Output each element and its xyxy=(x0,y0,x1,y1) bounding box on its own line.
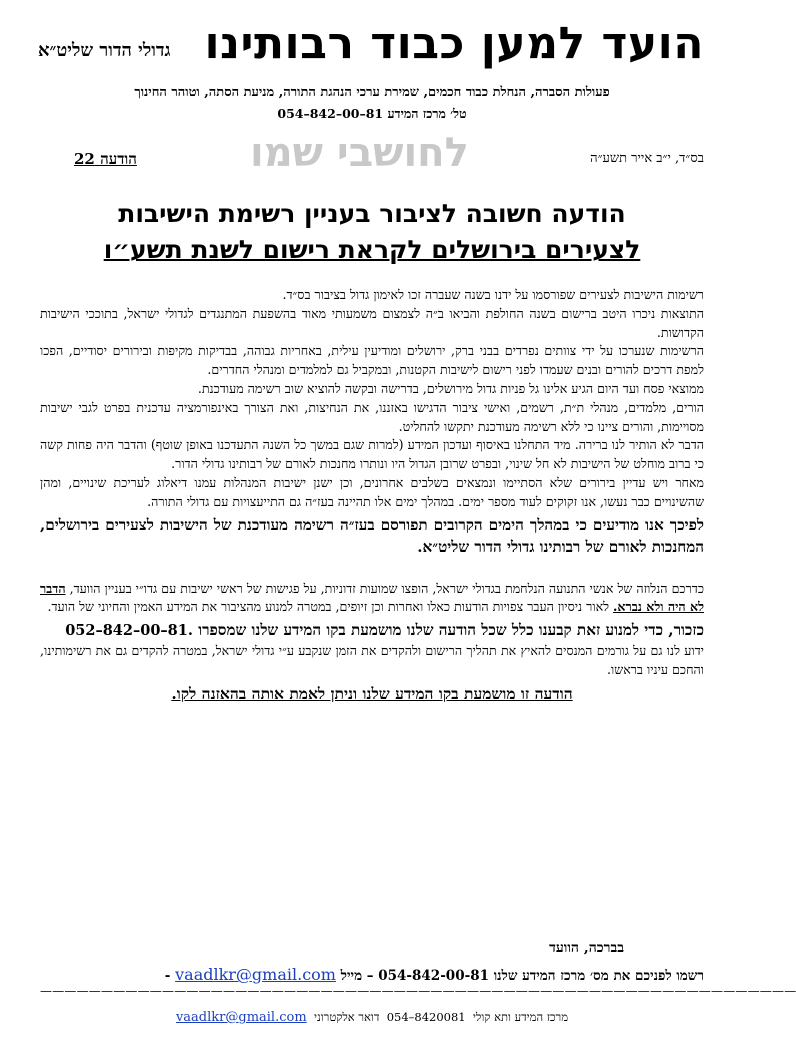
paragraph-rumors xyxy=(40,580,704,618)
organization-subtitle-side: גדולי הדור שליט״א xyxy=(38,40,171,61)
main-heading xyxy=(40,196,704,268)
paragraph-1: רשימות הישיבות לצעירים שפורסמו על ידנו בשנה שעברה זכו לאימון גדול בציבור בס״ד. xyxy=(282,287,704,302)
hotline-paragraph xyxy=(40,619,704,642)
watermark-motto: לחושבי שמו xyxy=(250,130,469,176)
hotline-text: כזכור, כדי למנוע זאת קבענו כלל שכל הודעה שלנו מושמעת בקו המידע שלנו שמספרו xyxy=(198,621,704,640)
main-heading-line-1: הודעה חשובה לציבור בעניין רשימת הישיבות xyxy=(118,199,626,228)
paragraph-6: הדבר לא הותיר לנו ברירה. מיד התחלנו באיסוף ועדכון המידע (למרות שגם במשך כל השנה התעדכנו באופן שוטף) והדבר היה פחות קשה כי ברוב מוחלט של הישיבות לא חל שינוי, ובפרט שרובן הגדול היו ונותרו מחנכות לאורם של רבותינו גדולי הדור. xyxy=(40,437,704,472)
signoff: בברכה, הוועד xyxy=(549,940,624,956)
notice-number: הודעה 22 xyxy=(74,150,137,168)
register-text: רשמו לפניכם את מס׳ מרכז המידע שלנו xyxy=(493,968,704,984)
paragraph-2: התוצאות ניכרו היטב ברישום בשנה החולפת והביאו ב״ה לצמצום משמעותי מאוד בהשפעת המתנגדים לגדולי ישראל, בתוככי הישיבות הקדושות. xyxy=(40,305,704,340)
phone-label: טל׳ מרכז המידע xyxy=(387,106,467,121)
dashed-divider: —————————————————————————————————————————————————————————————— xyxy=(40,984,796,998)
final-statement: הודעה זו מושמעת בקו המידע שלנו וניתן לאמת אותה בהאזנה לקו. xyxy=(171,683,573,703)
notice-body xyxy=(40,286,704,706)
main-heading-line-2: לצעירים בירושלים לקראת רישום לשנת תשע״ו xyxy=(103,235,641,264)
paragraph-4: ממוצאי פסח ועד היום הגיע אלינו גל פניות גדול מירושלים, בדרישה ובקשה להוציא שוב רשימה מעודכנת. xyxy=(197,380,704,396)
bottom-email-link[interactable]: vaadlkr@gmail.com xyxy=(175,1010,307,1025)
organization-activities: פעולות הסברה, הנחלת כבוד חכמים, שמירת ערכי הנהגת התורה, מניעת הסתה, וטוהר החינוך xyxy=(134,85,610,100)
contact-line xyxy=(38,105,706,123)
paragraph-5: הורים, מלמדים, מנהלי ת״ת, רשמים, ואישי ציבור הדגישו באזננו, את הנחיצות, ואת הצורך באינפורמציה עדכנית בפרט לגבי ישיבות מסויימות, והורים ציינו כי ללא רשימה מעודכנת יתקשו להחליט. xyxy=(40,399,704,434)
bottom-phone: 054–8420081 xyxy=(386,1010,466,1024)
date-line: בס״ד, י״ב אייר תשע״ה xyxy=(590,151,704,166)
paragraph-3: הרשימות שנערכו על ידי צוותים נפרדים בבני ברק, ירושלים ומודיעין עילית, באחריות גבוהה, בבדיקות מקיפות ובירורים יסודיים, הפכו למפת דרכים להורים ובנים שעמדו לפני רישום לישיבות הקטנות, ובמקביל גם למלמדים ומנהלי החדרים. xyxy=(40,343,704,378)
paragraph-registration: ידוע לנו גם על גורמים המנסים להאיץ את תהליך הרישום ולהקדים את הזמן שנקבע ע״י גדולי ישראל, במטרה להקדים גם את רשימותינו, והחכם עיניו בראשו. xyxy=(40,643,704,677)
rumors-denial: הדבר לא היה ולא נברא. xyxy=(40,580,704,615)
bottom-mail-label: דואר אלקטרוני xyxy=(313,1010,380,1024)
phone-number: 054–842–00–81 xyxy=(277,106,384,121)
register-phone: 054-842-00-81 xyxy=(378,968,489,984)
rumors-text: כדרכם הנלוזה של אנשי התנועה הנלחמת בגדולי ישראל, הופצו שמועות זדוניות, על פגישות של ראשי ישיבות עם גדו״י בעניין הוועד, xyxy=(69,580,704,596)
hotline-number: 052–842–00–81. xyxy=(65,622,193,640)
email-link[interactable]: vaadlkr@gmail.com xyxy=(175,965,336,984)
announcement-paragraph: לפיכך אנו מודיעים כי במהלך הימים הקרובים תפורסם בעז״ה רשימה מעודכנת של הישיבות לצעירים בירושלים, המחנכות לאורם של רבותינו גדולי הדור שליט״א. xyxy=(40,515,704,556)
bottom-info-line xyxy=(40,1010,704,1025)
trailing-dash: - xyxy=(164,968,171,984)
organization-title: הועד למען כבוד רבותינו xyxy=(204,18,704,69)
mail-label: – מייל xyxy=(340,968,374,984)
paragraph-7: מאחר ויש עדיין בירורים שלא הסתיימו ונמצאים בשלבים אחרונים, וכן ישנן ישיבות המנהלות עמנו דיאלוג לעריכת שינויים, ומהן שהשינויים כבר נעשו, אנו זקוקים לעוד מספר ימים. במהלך ימים אלו תהיינה בעז״ה גם התייעצויות עם גדולי התורה. xyxy=(40,474,704,509)
rumors-warning: לאור ניסיון העבר צפויות הודעות כאלו ואחרות וכן זיופים, במטרה למנוע מהציבור את המידע האמין והחיוני של הועד. xyxy=(47,599,610,615)
bottom-info-label: מרכז המידע ותא קולי xyxy=(472,1010,569,1024)
